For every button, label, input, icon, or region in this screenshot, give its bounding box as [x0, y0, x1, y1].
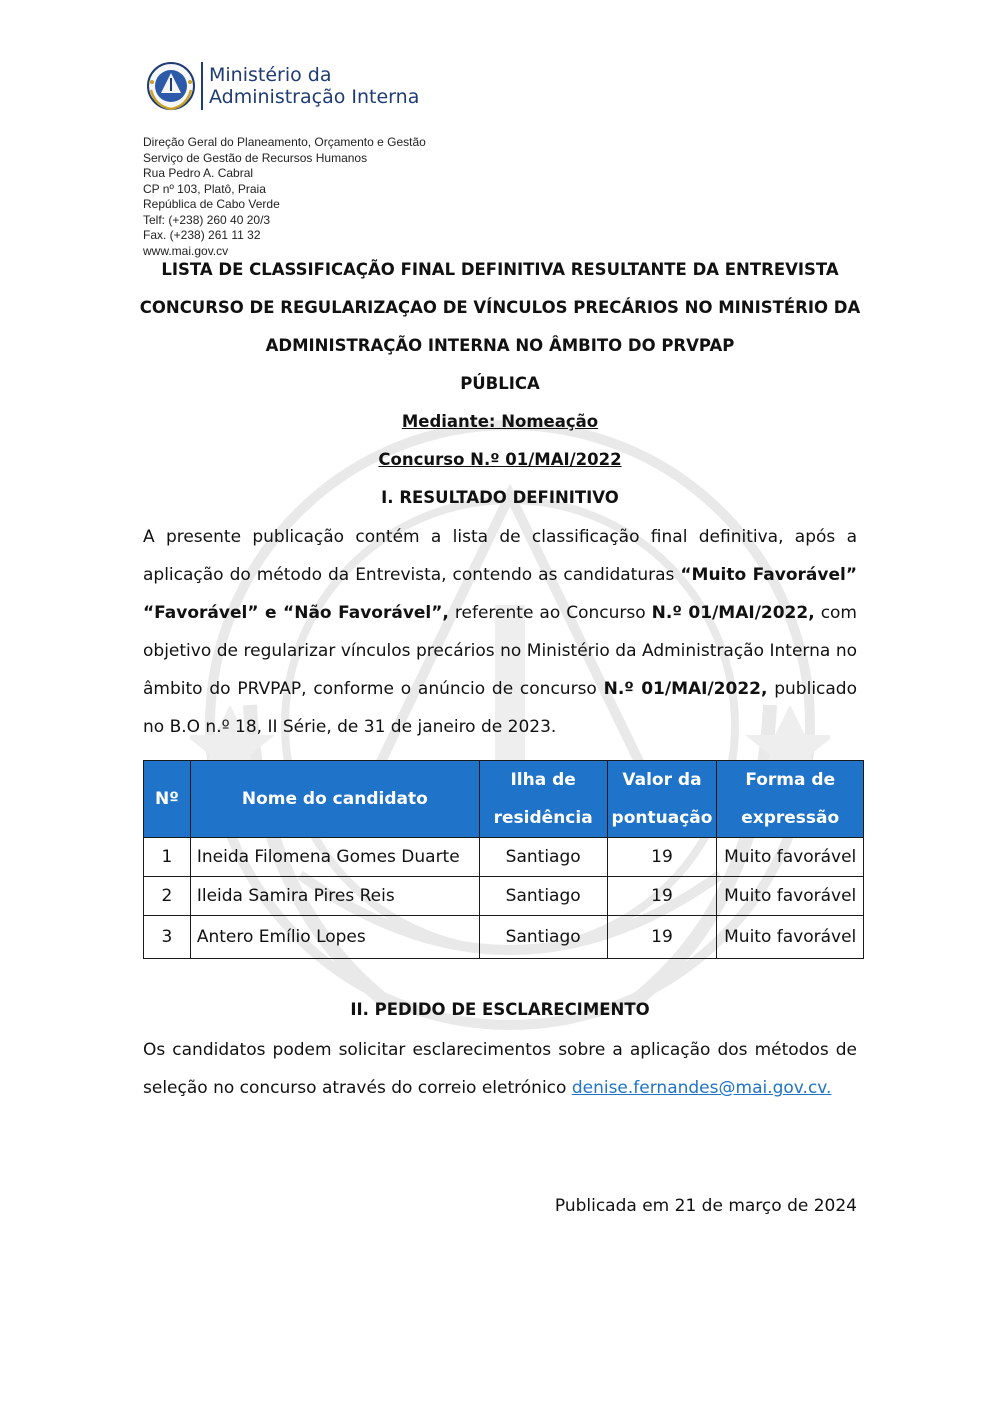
- cell-num: 2: [144, 877, 191, 916]
- section-2-title: II. PEDIDO DE ESCLARECIMENTO: [350, 1000, 650, 1019]
- section-2-text: Os candidatos podem solicitar esclarecimentos sobre a aplicação dos métodos de seleção no concurso através do correio eletrónico: [143, 1040, 857, 1098]
- intro-text: publicado no B.O n.º 18, II Série, de 31 de janeiro de 2023.: [143, 679, 857, 737]
- address-line: Rua Pedro A. Cabral: [143, 166, 254, 180]
- publication-date: Publicada em 21 de março de 2024: [554, 1196, 857, 1216]
- header-form: Forma de expressão: [717, 761, 864, 838]
- header-island: Ilha de residência: [479, 761, 607, 838]
- cell-form: Muito favorável: [717, 916, 864, 959]
- address-line: Serviço de Gestão de Recursos Humanos: [143, 150, 368, 165]
- address-line: CP nº 103, Platô, Praia: [143, 181, 266, 196]
- cell-name: Antero Emílio Lopes: [190, 916, 479, 959]
- logo-line-1: Ministério da: [209, 64, 332, 86]
- table-row: [144, 916, 864, 959]
- header-num: Nº: [144, 761, 191, 838]
- intro-text: A presente publicação contém a lista de classificação final definitiva, após a aplicação do método da Entrevista, contendo as candidaturas: [143, 527, 857, 585]
- intro-bold-concurso: N.º 01/MAI/2022,: [651, 603, 815, 623]
- address-line: Fax. (+238) 261 11 32: [143, 228, 261, 242]
- intro-bold-candidaturas: “Muito Favorável” “Favorável” e “Não Favorável”,: [143, 565, 857, 623]
- logo-text: [209, 64, 419, 108]
- coat-of-arms-icon: [145, 60, 197, 112]
- table-header-row: [144, 761, 864, 838]
- cell-num: 3: [144, 916, 191, 959]
- intro-bold-concurso-2: N.º 01/MAI/2022,: [603, 679, 768, 699]
- cell-score: 19: [607, 838, 717, 877]
- concurso-heading: Concurso N.º 01/MAI/2022: [378, 450, 622, 469]
- header-name: Nome do candidato: [190, 761, 479, 838]
- cell-name: Ileida Samira Pires Reis: [190, 877, 479, 916]
- cell-island: Santiago: [479, 916, 607, 959]
- logo-divider: [201, 62, 203, 110]
- cell-form: Muito favorável: [717, 838, 864, 877]
- mediante-heading: Mediante: Nomeação: [401, 412, 599, 431]
- address-line: Direção Geral do Planeamento, Orçamento e Gestão: [143, 135, 426, 149]
- results-table: [143, 760, 864, 959]
- table-row: [144, 838, 864, 877]
- cell-name: Ineida Filomena Gomes Duarte: [190, 838, 479, 877]
- section-2-paragraph: [143, 1031, 857, 1107]
- title-line-1: LISTA DE CLASSIFICAÇÃO FINAL DEFINITIVA RESULTANTE DA ENTREVISTA: [161, 260, 839, 279]
- title-line-4: PÚBLICA: [460, 374, 540, 393]
- address-block: [143, 135, 426, 259]
- address-line: República de Cabo Verde: [143, 197, 280, 211]
- email-link[interactable]: denise.fernandes@mai.gov.cv.: [571, 1078, 832, 1098]
- title-line-2: CONCURSO DE REGULARIZAÇAO DE VÍNCULOS PRECÁRIOS NO MINISTÉRIO DA: [139, 298, 861, 317]
- cell-island: Santiago: [479, 877, 607, 916]
- title-line-3: ADMINISTRAÇÃO INTERNA NO ÂMBITO DO PRVPAP: [265, 336, 735, 355]
- header-score: Valor da pontuação: [607, 761, 717, 838]
- cell-score: 19: [607, 916, 717, 959]
- section-1-title: I. RESULTADO DEFINITIVO: [381, 488, 619, 507]
- intro-text: referente ao Concurso: [448, 603, 652, 623]
- table-row: [144, 877, 864, 916]
- cell-form: Muito favorável: [717, 877, 864, 916]
- address-line: Telf: (+238) 260 40 20/3: [143, 212, 271, 227]
- logo-line-2: Administração Interna: [209, 86, 420, 108]
- cell-score: 19: [607, 877, 717, 916]
- cell-num: 1: [144, 838, 191, 877]
- ministry-logo: [145, 60, 419, 112]
- intro-paragraph: [143, 518, 857, 746]
- cell-island: Santiago: [479, 838, 607, 877]
- address-line: www.mai.gov.cv: [143, 243, 229, 258]
- intro-text: com objetivo de regularizar vínculos precários no Ministério da Administração Interna no âmbito do PRVPAP, conforme o anúncio de concurso: [143, 603, 857, 699]
